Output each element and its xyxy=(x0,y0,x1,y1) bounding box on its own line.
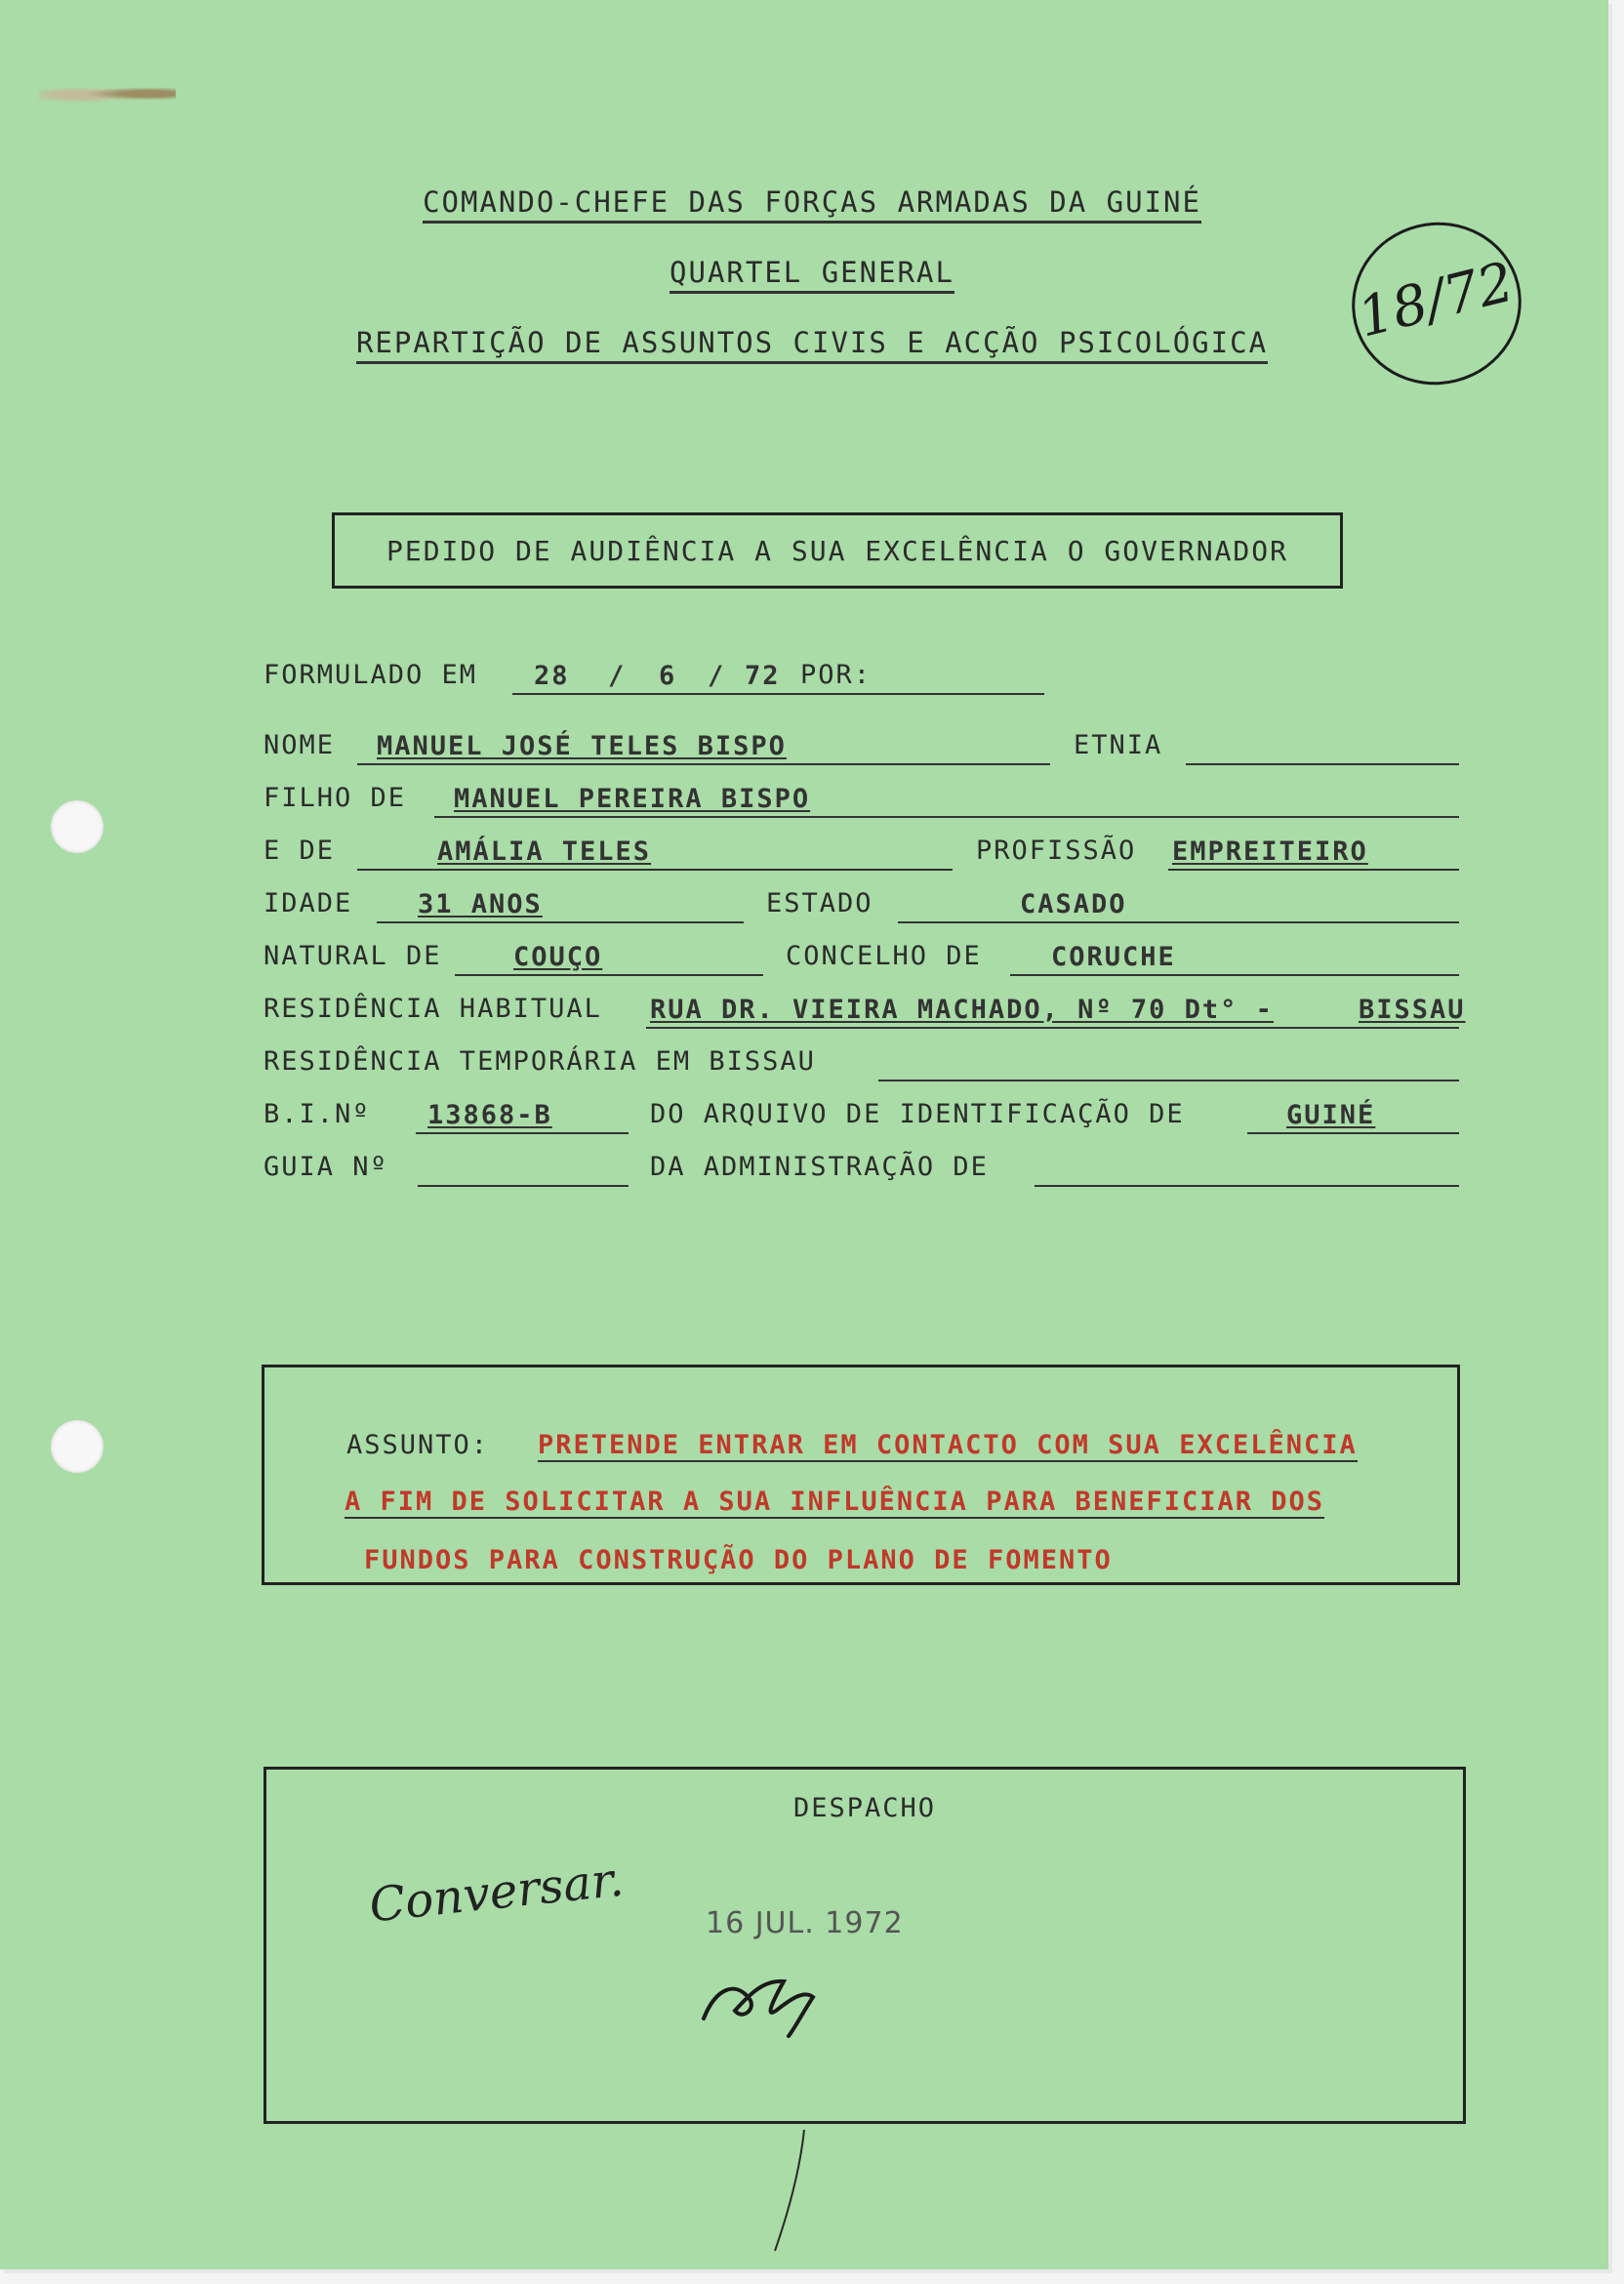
handwritten-note: Conversar. xyxy=(366,1852,627,1934)
ink-stroke xyxy=(771,2128,810,2255)
guia-field xyxy=(418,1152,629,1187)
formulado-day: 28 xyxy=(534,661,570,691)
filho-field xyxy=(434,783,1459,818)
idade-value: 31 ANOS xyxy=(418,889,543,919)
residencia-temporaria-row xyxy=(264,1046,1464,1085)
residencia-temporaria-field xyxy=(878,1046,1459,1081)
formulado-year: 72 xyxy=(745,661,781,691)
guia-label: GUIA Nº xyxy=(264,1152,388,1182)
mae-row xyxy=(264,836,1464,875)
date-sep-2: / xyxy=(708,661,726,691)
bi-field xyxy=(416,1099,629,1134)
idade-row xyxy=(264,888,1464,927)
signature-mark xyxy=(696,1950,832,2038)
natural-value: COUÇO xyxy=(513,942,603,972)
reference-number: 18/72 xyxy=(1351,250,1521,350)
estado-label: ESTADO xyxy=(766,888,873,918)
arquivo-label: DO ARQUIVO DE IDENTIFICAÇÃO DE xyxy=(650,1099,1185,1129)
concelho-label: CONCELHO DE xyxy=(786,941,982,971)
natural-row xyxy=(264,941,1464,980)
nome-label: NOME xyxy=(264,730,336,760)
bi-row xyxy=(264,1099,1464,1138)
profissao-value: EMPREITEIRO xyxy=(1172,836,1368,867)
date-sep-1: / xyxy=(608,661,627,691)
arquivo-value: GUINÉ xyxy=(1286,1100,1376,1130)
natural-field xyxy=(455,941,763,976)
filho-label: FILHO DE xyxy=(264,783,407,813)
e-de-field xyxy=(357,836,953,871)
reference-number-circle xyxy=(1335,204,1539,402)
residencia-habitual-field xyxy=(646,994,1466,1029)
concelho-value: CORUCHE xyxy=(1051,942,1176,972)
header-quartel: QUARTEL GENERAL xyxy=(0,256,1624,289)
etnia-label: ETNIA xyxy=(1074,730,1163,760)
natural-label: NATURAL DE xyxy=(264,941,442,971)
filho-value: MANUEL PEREIRA BISPO xyxy=(454,784,811,814)
nome-row xyxy=(264,730,1464,769)
estado-value: CASADO xyxy=(1020,889,1127,919)
residencia-city: BISSAU xyxy=(1359,995,1466,1025)
concelho-field xyxy=(1010,941,1459,976)
arquivo-field xyxy=(1247,1099,1459,1134)
nome-field xyxy=(357,730,1050,765)
bi-label: B.I.Nº xyxy=(264,1099,371,1129)
despacho-box xyxy=(264,1767,1466,2124)
formulado-row xyxy=(264,660,1464,699)
bi-value: 13868-B xyxy=(427,1100,552,1130)
idade-label: IDADE xyxy=(264,888,353,918)
form-title: PEDIDO DE AUDIÊNCIA A SUA EXCELÊNCIA O GOVERNADOR xyxy=(386,535,1288,567)
formulado-label: FORMULADO EM xyxy=(264,660,478,690)
profissao-field xyxy=(1168,836,1459,871)
residencia-temporaria-label: RESIDÊNCIA TEMPORÁRIA EM BISSAU xyxy=(264,1046,816,1077)
residencia-habitual-label: RESIDÊNCIA HABITUAL xyxy=(264,994,602,1024)
e-de-label: E DE xyxy=(264,836,336,866)
punch-hole-top xyxy=(51,800,103,853)
punch-hole-bottom xyxy=(51,1420,103,1473)
rust-stain xyxy=(39,82,176,105)
date-stamp: 16 JUL. 1972 xyxy=(706,1906,904,1940)
por-label: POR: xyxy=(800,660,873,690)
assunto-line-2: A FIM DE SOLICITAR A SUA INFLUÊNCIA PARA BENEFICIAR DOS xyxy=(345,1487,1325,1517)
nome-value: MANUEL JOSÉ TELES BISPO xyxy=(377,731,787,761)
etnia-field xyxy=(1186,730,1459,765)
idade-field xyxy=(377,888,744,923)
residencia-habitual-row xyxy=(264,994,1464,1033)
administracao-label: DA ADMINISTRAÇÃO DE xyxy=(650,1152,989,1182)
estado-field xyxy=(898,888,1459,923)
residencia-habitual-value: RUA DR. VIEIRA MACHADO, Nº 70 Dt° - xyxy=(650,995,1274,1025)
header-reparticao: REPARTIÇÃO DE ASSUNTOS CIVIS E ACÇÃO PSICOLÓGICA xyxy=(0,326,1624,359)
guia-row xyxy=(264,1152,1464,1191)
filho-row xyxy=(264,783,1464,822)
formulado-date-field xyxy=(512,660,1044,695)
e-de-value: AMÁLIA TELES xyxy=(437,836,652,867)
despacho-label: DESPACHO xyxy=(792,1793,937,1823)
assunto-label: ASSUNTO: xyxy=(346,1430,490,1460)
assunto-box xyxy=(262,1365,1460,1585)
form-title-box xyxy=(332,512,1343,589)
assunto-line-3: FUNDOS PARA CONSTRUÇÃO DO PLANO DE FOMENTO xyxy=(364,1545,1113,1575)
administracao-field xyxy=(1035,1152,1459,1187)
profissao-label: PROFISSÃO xyxy=(976,836,1137,866)
formulado-month: 6 xyxy=(659,661,677,691)
assunto-line-1: PRETENDE ENTRAR EM CONTACTO COM SUA EXCELÊNCIA xyxy=(538,1430,1358,1460)
header-command: COMANDO-CHEFE DAS FORÇAS ARMADAS DA GUINÉ xyxy=(0,185,1624,219)
